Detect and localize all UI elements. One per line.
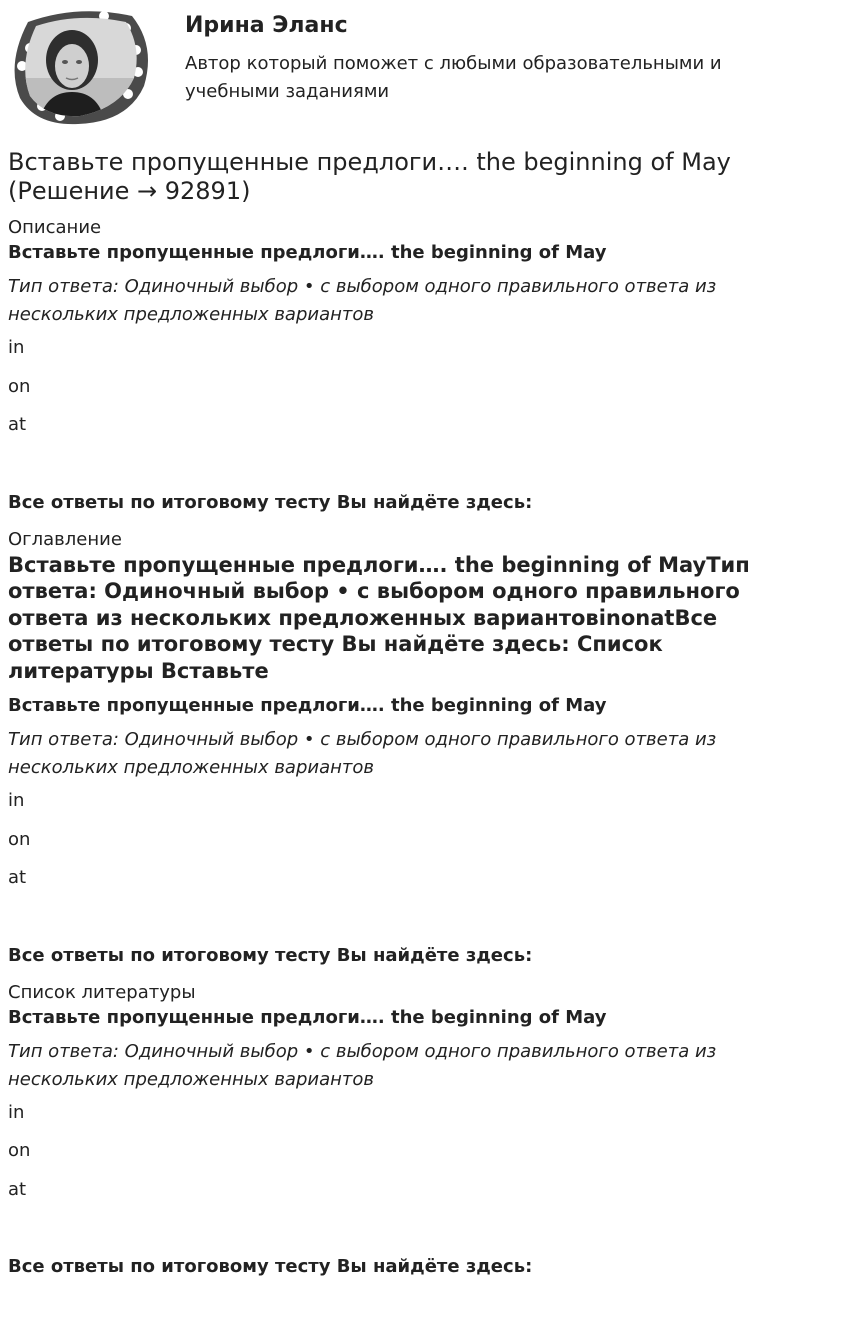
toc-text: Вставьте пропущенные предлоги…. the beginning of MayТип ответа: Одиночный выбор • с выбором одного правильного ответа из нескольких предложенных вариантовinonatВсе ответы по итоговому тесту Вы найдёте здесь: Список литературы Вставьте [8, 552, 750, 683]
answer-type: Тип ответа: Одиночный выбор • с выбором одного правильного ответа из нескольких предложенных вариантов [8, 276, 717, 325]
option-in: in [8, 337, 25, 358]
option-in: in [8, 1101, 25, 1123]
all-answers-note: Все ответы по итоговому тесту Вы найдёте здесь: [8, 944, 533, 966]
author-name: Ирина Эланс [185, 13, 348, 38]
toc-label: Оглавление [8, 528, 122, 550]
all-answers-note: Все ответы по итоговому тесту Вы найдёте здесь: [8, 1256, 533, 1277]
author-photo [8, 8, 150, 126]
option-on: on [8, 828, 31, 850]
option-at: at [8, 1178, 27, 1200]
answer-type: Тип ответа: Одиночный выбор • с выбором одного правильного ответа из нескольких предложенных вариантов [8, 729, 717, 778]
answer-type: Тип ответа: Одиночный выбор • с выбором одного правильного ответа из нескольких предложенных вариантов [8, 1040, 717, 1090]
question-title: Вставьте пропущенные предлоги…. the beginning of May [8, 695, 607, 716]
description-label: Описание [8, 217, 102, 238]
page-title: Вставьте пропущенные предлоги…. the beginning of May (Решение → 92891) [8, 148, 731, 205]
literature-label: Список литературы [8, 981, 196, 1003]
question-title: Вставьте пропущенные предлоги…. the beginning of May [8, 242, 607, 263]
option-in: in [8, 790, 25, 811]
author-description: Автор который поможет с любыми образовательными и учебными заданиями [185, 53, 722, 102]
question-title: Вставьте пропущенные предлоги…. the beginning of May [8, 1006, 607, 1028]
option-on: on [8, 1140, 31, 1161]
option-on: on [8, 375, 31, 397]
main-content [8, 148, 808, 1291]
all-answers-note: Все ответы по итоговому тесту Вы найдёте здесь: [8, 491, 533, 513]
option-at: at [8, 414, 27, 435]
option-at: at [8, 867, 27, 888]
